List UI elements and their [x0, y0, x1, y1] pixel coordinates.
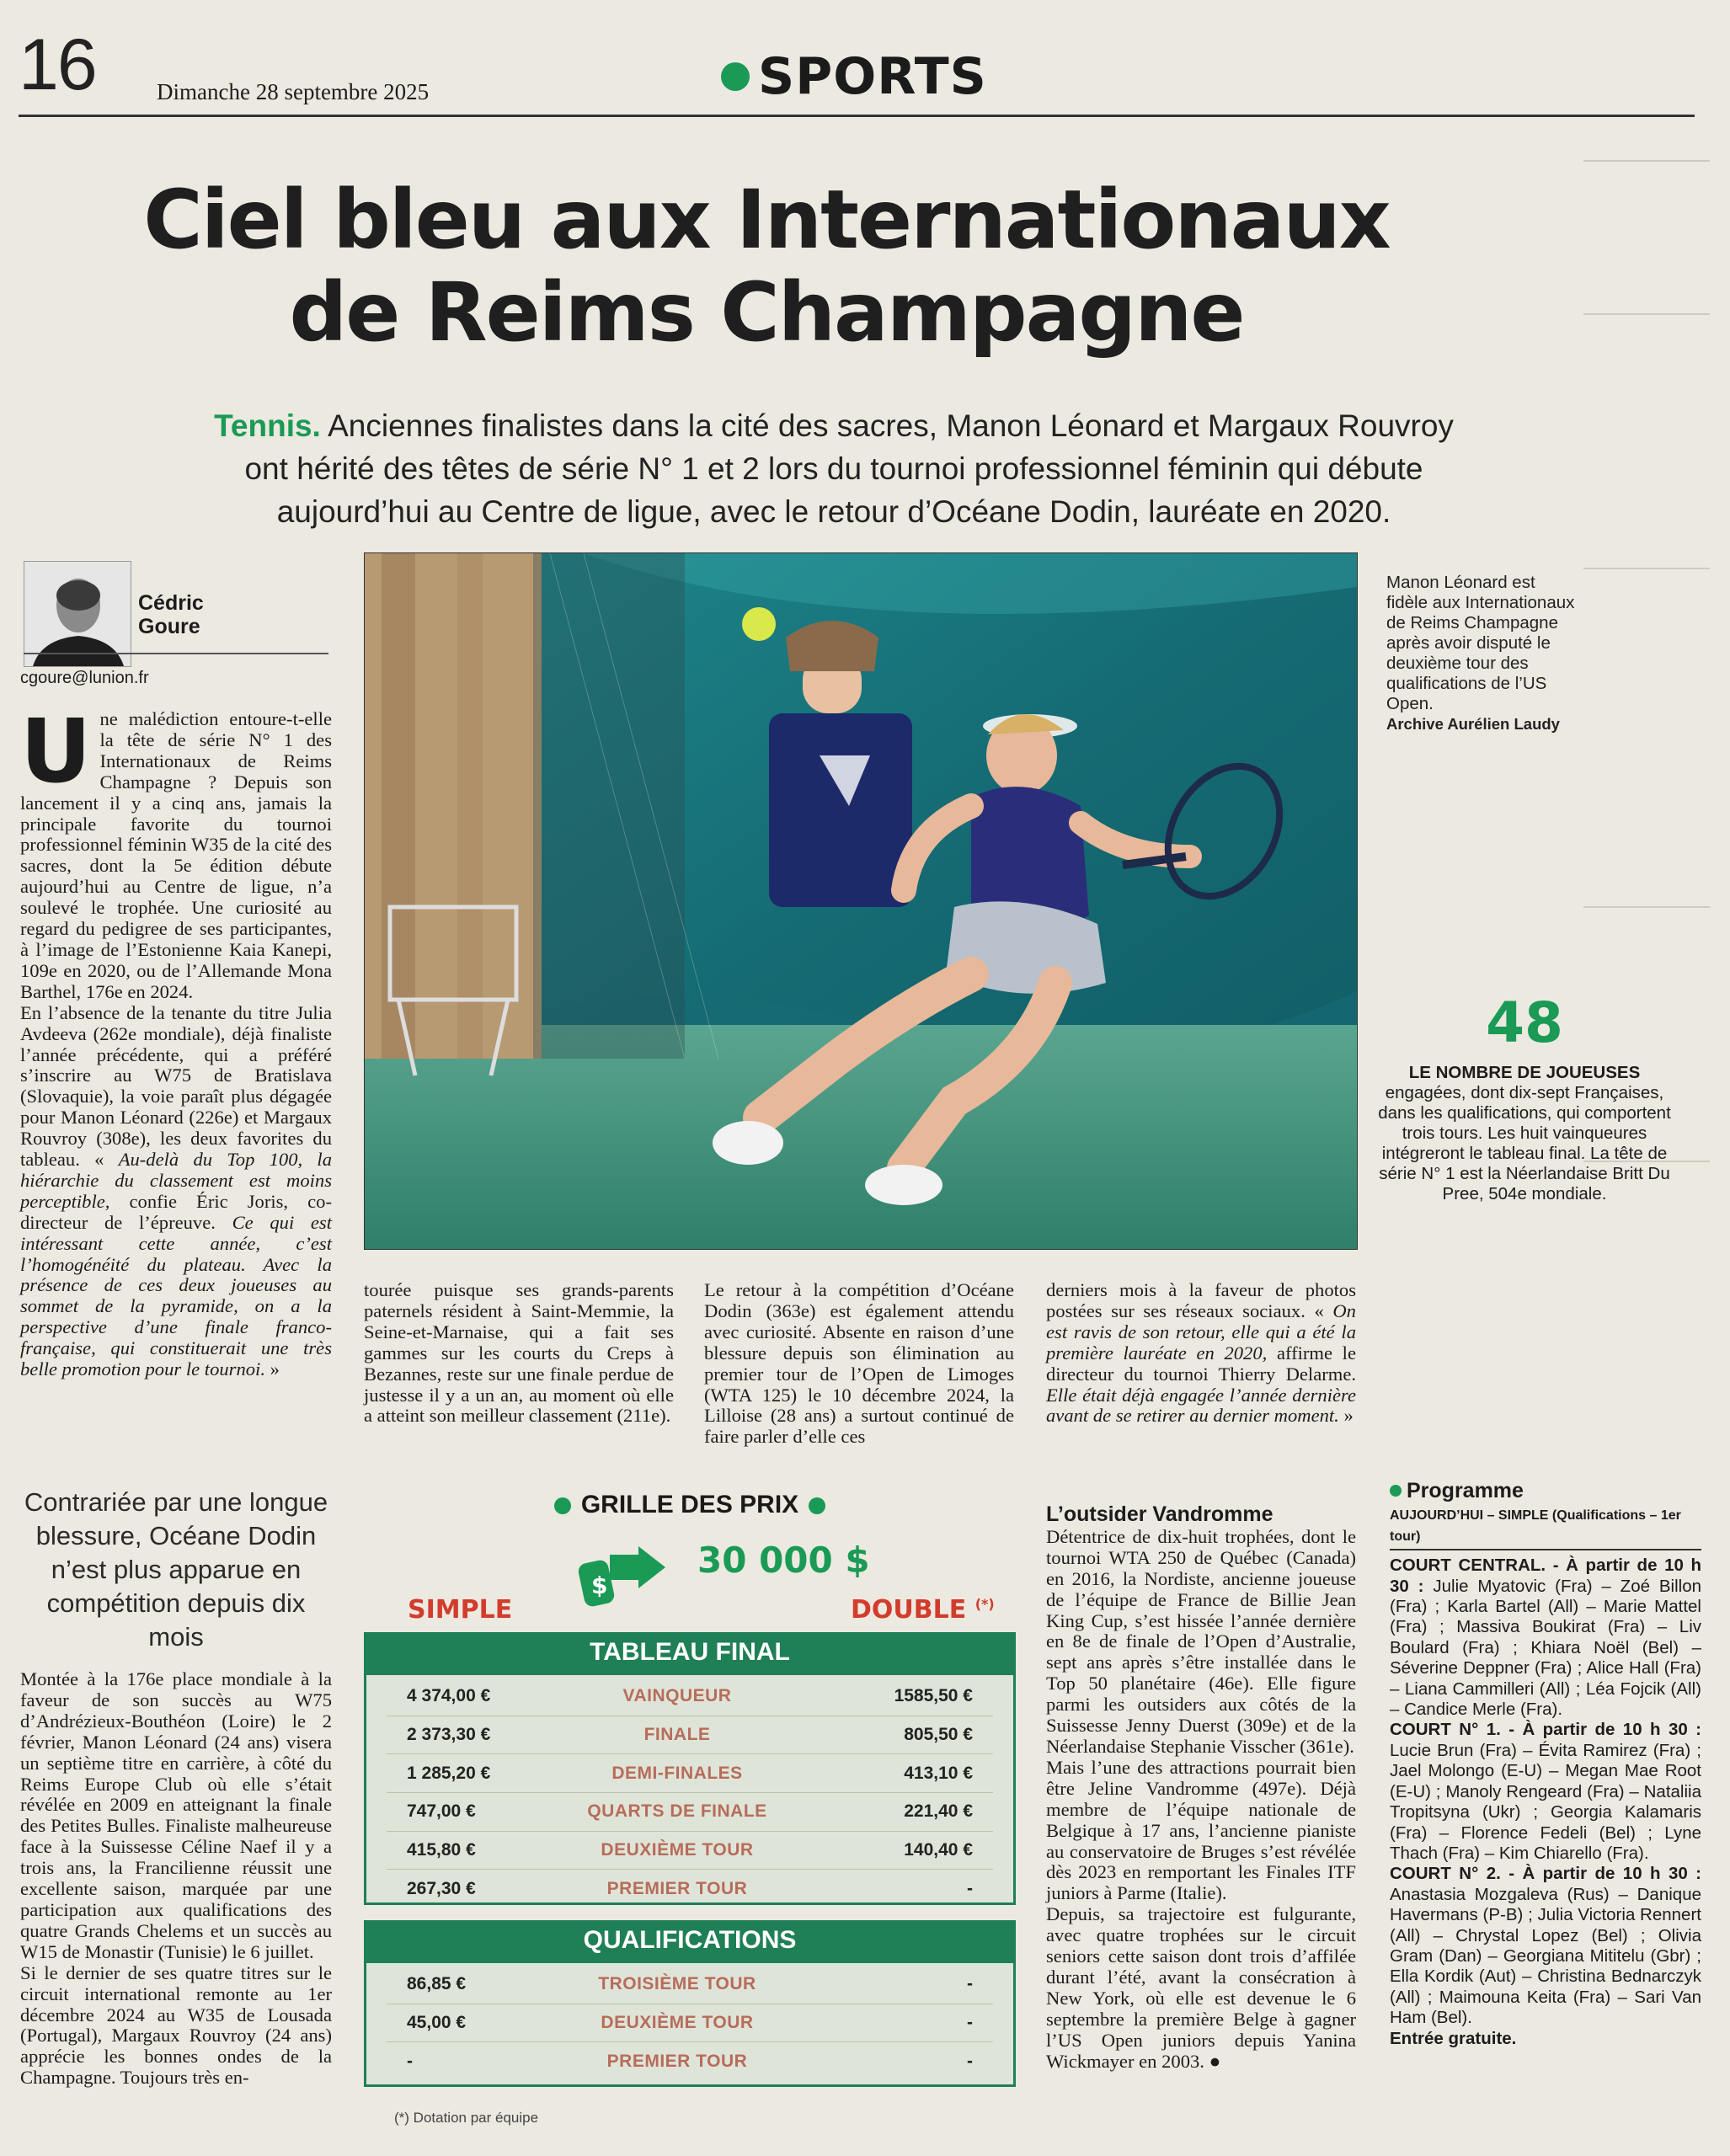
bullet-icon: [809, 1497, 825, 1514]
prize-double-value: 140,40 €: [904, 1840, 973, 1860]
prize-simple-value: 45,00 €: [407, 2013, 467, 2033]
prize-row: [387, 1832, 993, 1870]
prize-round-label: PREMIER TOUR: [606, 1878, 748, 1898]
headline-line-1: Ciel bleu aux Internationaux: [143, 173, 1390, 267]
paragraph-4: Si le dernier de ses quatre titres sur le circuit international remonte au 1er décembre 2024 au W35 de Lousada (Portugal), Margaux Rouvroy (24 ans) apprécie les bonnes ondes de la Champagne. Toujours très en-: [20, 1961, 332, 2089]
article-column-4-continued: [1046, 1499, 1356, 2072]
prize-round-label: DEUXIÈME TOUR: [601, 1840, 754, 1860]
article-column-3: [704, 1280, 1014, 1448]
pull-quote: Contrariée par une longue blessure, Océane Dodin n’est plus apparue en compétition depuis dix mois: [24, 1487, 328, 1652]
stat-text: engagées, dont dix-sept Françaises, dans les qualifications, qui comportent trois tours. Les huit vainqueures intégreront le tableau final. La tête de série N° 1 est la Néerlandaise Britt Du Pree, 504e mondiale.: [1378, 1083, 1671, 1203]
author-email[interactable]: cgoure@lunion.fr: [20, 669, 149, 687]
paragraph-col4-3: Mais l’une des attractions pourrait bien être Jeline Vandromme (497e). Déjà membre de l’équipe nationale de Belgique à 17 ans, l’ancienne pianiste au conservatoire de Bruges s’est révélée dès 2023 en remportant les Finales ITF juniors à Parme (Italie).: [1046, 1756, 1356, 1904]
programme-box: [1390, 1481, 1701, 2049]
prize-row: [387, 1754, 993, 1793]
prize-double-value: 413,10 €: [904, 1763, 973, 1783]
svg-text:$: $: [591, 1572, 608, 1599]
prize-row: [387, 1966, 993, 2004]
headline-line-2: de Reims Champagne: [289, 265, 1244, 360]
qualifications-table: [364, 1961, 1016, 2087]
prize-simple-value: 747,00 €: [407, 1801, 476, 1822]
author-photo: [24, 561, 131, 667]
photo-caption: [1386, 573, 1580, 734]
programme-title: Programme: [1390, 1481, 1701, 1501]
qualifications-header: QUALIFICATIONS: [364, 1920, 1016, 1961]
article-column-1: [20, 700, 332, 1380]
drop-cap: U: [20, 700, 92, 803]
author-rule: [24, 653, 328, 654]
photo-credit: Archive Aurélien Laudy: [1386, 715, 1560, 733]
prize-round-label: FINALE: [643, 1725, 711, 1745]
paragraph-col4-2: Détentrice de dix-huit trophées, dont le tournoi WTA 250 de Québec (Canada) en 2016, la Nordiste, ancienne joueuse de l’équipe de France de Billie Jean King Cup, s’est hissée l’année dernière en 8e de finale de l’Open d’Australie, sept ans après s’être installée dans le Top 50 planétaire (46e). Elle figure parmi les outsiders aux côtés de la Suissesse Jenny Duerst (309e) et de la Néerlandaise Stephanie Visscher (361e).: [1046, 1525, 1356, 1757]
tennis-player-photo: [364, 552, 1358, 1250]
entry-note: Entrée gratuite.: [1390, 2028, 1517, 2048]
prize-title: GRILLE DES PRIX: [364, 1491, 1016, 1519]
prize-double-value: 805,50 €: [904, 1725, 973, 1745]
prize-round-label: QUARTS DE FINALE: [587, 1801, 767, 1822]
bleed-through-texture: [1583, 126, 1710, 1491]
prize-simple-value: 86,85 €: [407, 1974, 467, 1994]
section-dot-icon: [721, 62, 750, 91]
subheading: L’outsider Vandromme: [1046, 1502, 1273, 1526]
paragraph-3: Montée à la 176e place mondiale à la faveur de son succès au W75 d’Andrézieux-Bouthéon (Loire) le 2 février, Manon Léonard (24 ans) visera un septième titre en carrière, à côté du Reims Europe Club où elle s’était révélée en 2009 en atteignant la finale des Petites Bulles. Finaliste malheureuse face à la Suissesse Céline Naef il y a trois ans, la Francilienne réussit une excellente saison, marquée par une participation aux qualifications des quatre Grands Chelems et un succès au W15 de Monastir (Tunisie) le 6 juillet.: [20, 1668, 332, 1962]
stat-title: LE NOMBRE DE JOUEUSES: [1408, 1063, 1641, 1082]
lead-paragraph: [194, 404, 1474, 533]
page-number: 16: [19, 24, 96, 105]
simple-label: SIMPLE: [408, 1595, 513, 1625]
main-draw-table: [364, 1673, 1016, 1905]
prize-double-value: 221,40 €: [904, 1801, 973, 1822]
page-date: Dimanche 28 septembre 2025: [157, 79, 430, 104]
prize-row: [387, 1716, 993, 1755]
prize-total: 30 000 $: [697, 1540, 870, 1581]
prize-double-value: -: [967, 1974, 973, 1994]
prize-round-label: PREMIER TOUR: [606, 2051, 748, 2071]
main-draw-header: TABLEAU FINAL: [364, 1632, 1016, 1673]
article-column-2: [364, 1280, 674, 1427]
prize-round-label: DEMI-FINALES: [611, 1763, 743, 1783]
prize-simple-value: 267,30 €: [407, 1878, 476, 1898]
lead-kicker: Tennis.: [214, 408, 321, 443]
prize-round-label: DEUXIÈME TOUR: [601, 2013, 754, 2033]
prize-simple-value: 1 285,20 €: [407, 1763, 491, 1783]
court-central-schedule: COURT CENTRAL. - À partir de 10 h 30 : Julie Myatovic (Fra) – Zoé Billon (Fra) ; Karla Bartel (All) – Marie Mattel (Fra) ; Massiva Boukirat (Fra) – Liv Boulard (Fra) ; Khiara Noël (Bel) – Séverine Deppner (Fra) ; Alice Hall (Fra) – Liana Cammilleri (All) ; Léa Fojcik (All) – Candice Merle (Fra).: [1390, 1556, 1701, 1720]
paragraph-col2: tourée puisque ses grands-parents paternels résident à Saint-Memmie, la Seine-et-Marnaise, qui a fait ses gammes sur les courts du Creps à Bezannes, reste sur une finale perdue de justesse il y a un an, au moment où elle a atteint son meilleur classement (211e).: [364, 1279, 674, 1427]
end-mark: ●: [1209, 2050, 1221, 2072]
paragraph-col3: Le retour à la compétition d’Océane Dodin (363e) est également attendu avec curiosité. Absente en raison d’une blessure depuis son élimination au premier tour de l’Open de Limoges (WTA 125) le 10 décembre 2024, la Lilloise (28 ans) a surtout continué de faire parler d’elle ces: [704, 1279, 1014, 1448]
bullet-icon: [554, 1497, 571, 1514]
prize-simple-value: 415,80 €: [407, 1840, 476, 1860]
section-header: [721, 47, 987, 106]
prize-round-label: VAINQUEUR: [622, 1686, 732, 1706]
paragraph-col4-4: Depuis, sa trajectoire est fulgurante, avec quatre trophées sur le circuit seniors cette saison dont trois d’affilée durant l’été, avant la consécration à New York, où elle est devenue le 6 septembre la première Belge à gagner l’US Open juniors depuis Yanina Wickmayer en 2003. ●: [1046, 1903, 1356, 2072]
prize-round-label: TROISIÈME TOUR: [598, 1974, 756, 1994]
header-rule: [19, 115, 1695, 117]
prize-row: [387, 1793, 993, 1832]
bullet-icon: [1390, 1485, 1402, 1497]
author-name: Cédric Goure: [138, 591, 204, 638]
paragraph-col4: derniers mois à la faveur de photos postées sur ses réseaux sociaux. « On est ravis de son retour, elle qui a été la première lauréate en 2020, affirme le directeur du tournoi Thierry Delarme. Elle était déjà engagée l’année dernière avant de se retirer au dernier moment. »: [1046, 1279, 1356, 1427]
prize-double-value: -: [967, 1878, 973, 1898]
article-column-1-continued: [20, 1669, 332, 2089]
prize-simple-value: 4 374,00 €: [407, 1686, 491, 1706]
paragraph-2: En l’absence de la tenante du titre Julia Avdeeva (262e mondiale), déjà finaliste l’année précédente, qui a préféré s’inscrire au W75 de Bratislava (Slovaquie), la voie paraît plus dégagée pour Manon Léonard (226e) et Margaux Rouvroy (308e), les deux favorites du tableau. « Au-delà du Top 100, la hiérarchie du classement est moins perceptible, confie Éric Joris, co-directeur de l’épreuve. Ce qui est intéressant cette année, c’est l’homogénéité du plateau. Avec la présence de ces deux joueuses au sommet de la pyramide, on a la perspective d’une finale franco-française, qui constituerait une très belle promotion pour le tournoi. »: [20, 1001, 332, 1380]
prize-simple-value: 2 373,30 €: [407, 1725, 491, 1745]
prize-row: [387, 1870, 993, 1908]
prize-double-value: 1585,50 €: [894, 1686, 973, 1706]
prize-row: [387, 2042, 993, 2080]
prize-double-value: -: [967, 2051, 973, 2071]
headline: [51, 173, 1482, 359]
stat-number: 48: [1486, 990, 1563, 1055]
court-1-schedule: COURT N° 1. - À partir de 10 h 30 : Lucie Brun (Fra) – Évita Ramirez (Fra) ; Jael Molongo (E-U) – Megan Mae Root (E-U) ; Manoly Rengeard (Fra) – Nataliia Tropitsyna (Ukr) ; Georgia Kalamaris (Fra) – Florence Fedeli (Bel) ; Lyne Thach (Fra) – Kim Chiarello (Fra).: [1390, 1720, 1701, 1863]
double-label: DOUBLE (*): [851, 1595, 995, 1625]
article-column-4: [1046, 1280, 1356, 1427]
prize-row: [387, 1678, 993, 1716]
lead-text: Anciennes finalistes dans la cité des sacres, Manon Léonard et Margaux Rouvroy ont hérité des têtes de série N° 1 et 2 lors du tournoi professionnel féminin qui débute aujourd’hui au Centre de ligue, avec le retour d’Océane Dodin, lauréate en 2020.: [244, 408, 1454, 529]
prize-simple-value: -: [407, 2051, 413, 2071]
stat-box: [1373, 1063, 1676, 1204]
prize-double-value: -: [967, 2013, 973, 2033]
photo-caption-text: Manon Léonard est fidèle aux Internationaux de Reims Champagne après avoir disputé le deuxième tour des qualifications de l’US Open.: [1386, 573, 1575, 713]
programme-subtitle: AUJOURD’HUI – SIMPLE (Qualifications – 1er tour): [1390, 1506, 1701, 1550]
prize-footnote: (*) Dotation par équipe: [394, 2110, 539, 2126]
money-bag-icon: [576, 1536, 669, 1612]
section-label: SPORTS: [758, 47, 987, 106]
prize-row: [387, 2004, 993, 2043]
prize-grid: [364, 1491, 1016, 2143]
court-2-schedule: COURT N° 2. - À partir de 10 h 30 : Anastasia Mozgaleva (Rus) – Danique Havermans (P-B) ; Julia Victoria Rennert (All) – Chrystal Lopez (Bel) ; Olivia Gram (Dan) – Georgiana Mititelu (Gbr) ; Ella Kordik (Aut) – Christina Bednarczyk (All) ; Maimouna Keita (Fra) – Sari Van Ham (Bel).: [1390, 1864, 1701, 2028]
paragraph-1: ne malédiction entoure-t-elle la tête de série N° 1 des Internationaux de Reims Champagne ? Depuis son lancement il y a cinq ans, jamais la principale favorite du tournoi professionnel féminin W35 de la cité des sacres, dont la 5e édition débute aujourd’hui au Centre de ligue, n’a soulevé le trophée. Une curiosité au regard du pedigree de ses participantes, à l’image de l’Estonienne Kaia Kanepi, 109e en 2020, ou de l’Allemande Mona Barthel, 176e en 2024.: [20, 708, 332, 1002]
